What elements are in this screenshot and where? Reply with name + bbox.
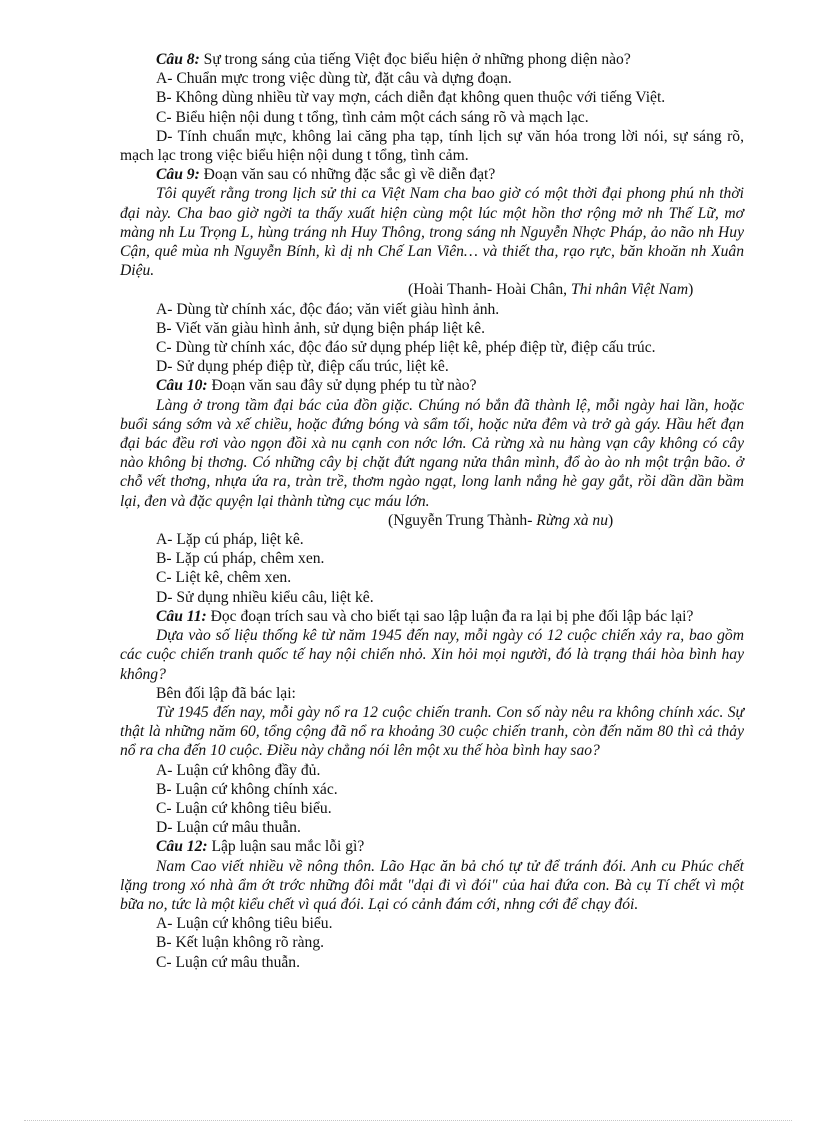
answer-option: A- Chuẩn mực trong việc dùng từ, đặt câu và dựng đoạn. [156,70,512,88]
question-text: Đoạn văn sau có những đặc sắc gì về diễn đạt? [199,166,496,184]
source-authors: (Hoài Thanh- Hoài Chân, [408,281,571,299]
answer-option: A- Dùng từ chính xác, độc đáo; văn viết giàu hình ảnh. [156,300,500,318]
source-close: ) [608,511,614,529]
answer-option: C- Dùng từ chính xác, độc đáo sử dụng phép liệt kê, phép điệp từ, điệp cấu trúc. [156,339,656,357]
quoted-passage: Dựa vào số liệu thống kê từ năm 1945 đến nay, mỗi ngày có 12 cuộc chiến xảy ra, bao gồm các cuộc chiến tranh quốc tế hay nội chiến nhỏ. Xin hỏi mọi người, đó là trạng thái hòa bình hay không? [120,627,744,683]
answer-option: B- Luận cứ không chính xác. [156,780,338,798]
quoted-passage: Tôi quyết rằng trong lịch sử thi ca Việt Nam cha bao giờ có một thời đại phong phú nh thời đại này. Cha bao giờ ngời ta thấy xuất hiện cùng một lúc một hồn thơ rộng mở nh Thế Lữ, mơ màng nh Lu Trọng L, hùng tráng nh Huy Thông, trong sáng nh Nguyễn Nhợc Pháp, ảo não nh Huy Cận, quê mùa nh Nguyễn Bính, kì dị nh Chế Lan Viên… và thiết tha, rạo rực, băn khoăn nh Xuân Diệu. [120,185,744,280]
question-text: Sự trong sáng của tiếng Việt đọc biểu hiện ở những phong diện nào? [199,51,631,68]
question-8 [120,50,744,69]
quoted-passage: Từ 1945 đến nay, mỗi gày nổ ra 12 cuộc chiến tranh. Con số này nêu ra không chính xác. Sự thật là những năm 60, tổng cộng đã nổ ra khoảng 30 cuộc chiến tranh, còn đến năm 80 thì cả thảy nổ ra cha đến 10 cuộc. Điều này chẳng nói lên một xu thế hòa bình hay sao? [120,703,744,760]
question-text: Đoạn văn sau đây sử dụng phép tu từ nào? [207,377,477,395]
answer-option: C- Luận cứ mâu thuẫn. [156,953,300,971]
page-bottom-divider [24,1120,792,1121]
quoted-passage: Nam Cao viết nhiều về nông thôn. Lão Hạc ăn bả chó tự tử để tránh đói. Anh cu Phúc chết lặng trong xó nhà ẩm ớt trớc những đôi mắt "dại đi vì đói" của hai đứa con. Bà cụ Tí chết vì một bữa no, tức là một kiểu chết vì quá đói. Lại có cảnh đám cới, nhng cới để chạy đói. [120,857,744,913]
question-9 [120,165,744,184]
question-12 [120,837,744,856]
passage-source [120,280,744,299]
answer-option: A- Lặp cú pháp, liệt kê. [156,531,304,549]
answer-option: B- Kết luận không rõ ràng. [156,934,325,952]
question-label: Câu 8: [156,51,200,68]
source-title: Rừng xà nu [536,511,609,529]
answer-option: C- Liệt kê, chêm xen. [156,569,292,587]
quoted-passage: Làng ở trong tầm đại bác của đồn giặc. Chúng nó bắn đã thành lệ, mỗi ngày hai lần, hoặc buổi sáng sớm và xế chiều, hoặc đứng bóng và sẩm tối, hoặc nửa đêm và trở gà gáy. Hầu hết đạn đại bác đều rơi vào ngọn đồi xà nu cạnh con nớc lớn. Cả rừng xà nu hàng vạn cây không có cây nào không bị thơng. Có những cây bị chặt đứt ngang nửa thân mình, đổ ào ào nh một trận bão. ở chỗ vết thơng, nhựa ứa ra, tràn trề, thơm ngào ngạt, long lanh nắng hè gay gắt, rồi dần dần bầm lại, đen và đặc quyện lại thành từng cục máu lớn. [120,396,744,510]
answer-option: D- Sử dụng phép điệp từ, điệp cấu trúc, liệt kê. [156,358,449,376]
question-label: Câu 11: [156,607,207,625]
source-close: ) [688,281,694,299]
question-label: Câu 10: [156,377,208,395]
question-11 [120,607,744,626]
rebuttal-intro: Bên đối lập đã bác lại: [156,684,296,702]
source-title: Thi nhân Việt Nam [570,281,689,299]
answer-option: D- Sử dụng nhiều kiểu câu, liệt kê. [156,588,374,606]
question-text: Lập luận sau mắc lỗi gì? [207,838,365,856]
question-10 [120,376,744,395]
document-page [120,50,744,972]
answer-option: B- Không dùng nhiều từ vay mợn, cách diễn đạt không quen thuộc với tiếng Việt. [156,89,666,107]
answer-option: A- Luận cứ không đầy đủ. [156,761,321,779]
answer-option: D- Luận cứ mâu thuẫn. [156,819,301,837]
passage-source [120,511,744,530]
answer-option: C- Luận cứ không tiêu biểu. [156,799,332,817]
answer-option: A- Luận cứ không tiêu biểu. [156,915,333,933]
source-author: (Nguyễn Trung Thành- [388,511,537,529]
question-label: Câu 12: [156,838,208,856]
answer-option: D- Tính chuẩn mực, không lai căng pha tạp, tính lịch sự văn hóa trong lời nói, sự sáng rõ, mạch lạc trong việc biểu hiện nội dung t tổng, tình cảm. [120,127,744,165]
question-label: Câu 9: [156,166,200,184]
question-text: Đọc đoạn trích sau và cho biết tại sao lập luận đa ra lại bị phe đối lập bác lại? [206,607,694,625]
answer-option: B- Viết văn giàu hình ảnh, sử dụng biện pháp liệt kê. [156,319,486,337]
answer-option: C- Biểu hiện nội dung t tổng, tình cảm một cách sáng rõ và mạch lạc. [156,108,589,126]
answer-option: B- Lặp cú pháp, chêm xen. [156,550,325,568]
